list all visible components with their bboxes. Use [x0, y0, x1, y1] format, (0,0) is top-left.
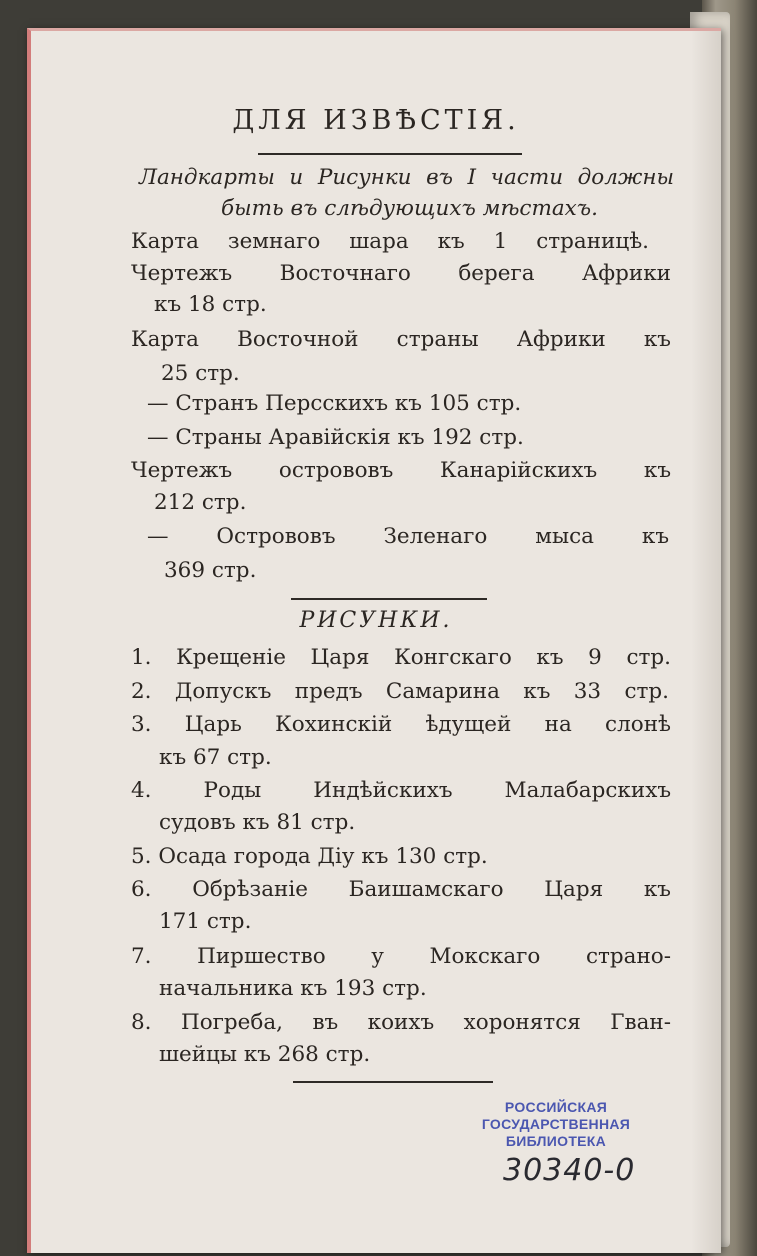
book-page	[27, 28, 721, 1253]
title-rule	[258, 153, 522, 155]
library-stamp	[481, 1099, 631, 1150]
picture-line-3: 3. Царь Кохинскій ѣдущей на слонѣ	[131, 712, 671, 737]
stamp-line-1: РОССИЙСКАЯ	[504, 1099, 608, 1115]
picture-line-7: 5. Осада города Діу къ 130 стр.	[131, 844, 488, 869]
picture-line-12: 8. Погреба, въ коихъ хоронятся Гван-	[131, 1010, 671, 1035]
stamp-line-3: БИБЛИОТЕКА	[505, 1133, 607, 1149]
map-line-2: Чертежъ Восточнаго берега Африки	[131, 261, 671, 286]
map-line-5: 25 стр.	[161, 361, 240, 386]
picture-line-10: 7. Пиршество у Мокскаго страно-	[131, 944, 671, 969]
picture-line-8: 6. Обрѣзаніе Баишамскаго Царя къ	[131, 877, 671, 902]
maps-rule	[291, 598, 487, 600]
intro-line-1: Ландкарты и Рисунки въ I части должны	[139, 165, 674, 190]
map-line-4: Карта Восточной страны Африки къ	[131, 327, 671, 352]
picture-line-2: 2. Допускъ предъ Самарина къ 33 стр.	[131, 679, 669, 704]
map-line-9: 212 стр.	[154, 490, 247, 515]
map-line-7: — Страны Аравійскія къ 192 стр.	[147, 425, 524, 450]
page-title: ДЛЯ ИЗВѢСТІЯ.	[232, 105, 520, 136]
picture-line-4: къ 67 стр.	[159, 745, 272, 770]
shelfmark: 30340-0	[503, 1153, 636, 1188]
stamp-line-2: ГОСУДАРСТВЕННАЯ	[481, 1116, 631, 1132]
end-rule	[293, 1081, 493, 1083]
map-line-8: Чертежъ острововъ Канарійскихъ къ	[131, 458, 671, 483]
picture-line-1: 1. Крещеніе Царя Конгскаго къ 9 стр.	[131, 645, 671, 670]
map-line-11: 369 стр.	[164, 558, 257, 583]
map-line-10: — Острововъ Зеленаго мыса къ	[147, 524, 669, 549]
picture-line-11: начальника къ 193 стр.	[159, 976, 427, 1001]
picture-line-13: шейцы къ 268 стр.	[159, 1042, 371, 1067]
picture-line-5: 4. Роды Индѣйскихъ Малабарскихъ	[131, 778, 671, 803]
pictures-heading: РИСУНКИ.	[299, 608, 453, 633]
map-line-6: — Странъ Персскихъ къ 105 стр.	[147, 391, 522, 416]
intro-line-2: быть въ слѣдующихъ мѣстахъ.	[221, 196, 598, 221]
map-line-1: Карта земнаго шара къ 1 страницѣ.	[131, 229, 649, 254]
picture-line-6: судовъ къ 81 стр.	[159, 810, 356, 835]
picture-line-9: 171 стр.	[159, 909, 252, 934]
map-line-3: къ 18 стр.	[154, 292, 267, 317]
